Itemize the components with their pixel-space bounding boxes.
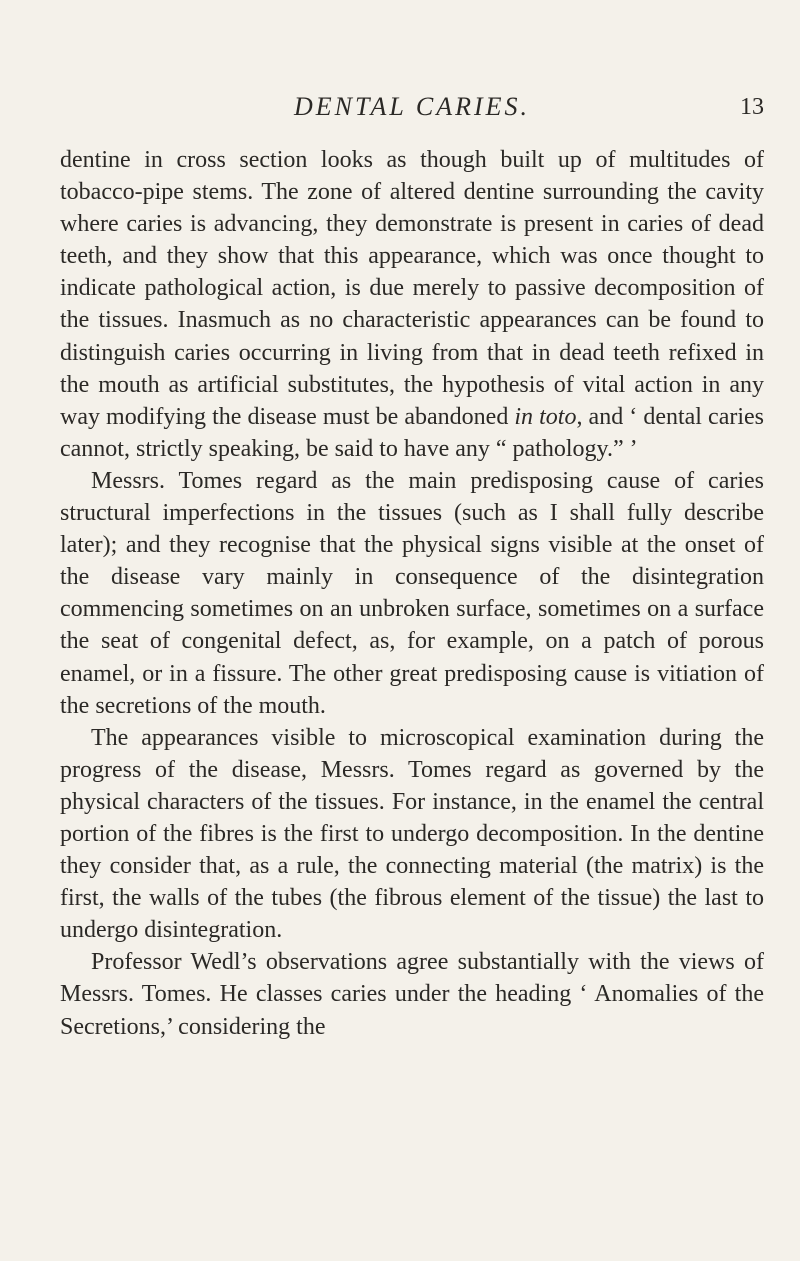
running-title: DENTAL CARIES. [293, 92, 531, 121]
body-text [60, 144, 764, 1043]
paragraph-1 [60, 144, 764, 465]
paragraph-2: Messrs. Tomes regard as the main predisposing cause of caries structural imperfections in the tissues (such as I shall fully describe later); and they recognise that the physical signs visible at the onset of the disease vary mainly in consequence of the disintegration commencing sometimes on an unbroken surface, sometimes on a surface the seat of congenital defect, as, for example, on a patch of porous enamel, or in a fissure. The other great predisposing cause is vitiation of the secretions of the mouth. [60, 467, 764, 719]
book-page [60, 92, 764, 1043]
paragraph-3: The appearances visible to microscopical examination during the progress of the disease, Messrs. Tomes regard as governed by the physical characters of the tissues. For instance, in the enamel the central portion of the fibres is the first to undergo decomposition. In the dentine they consider that, as a rule, the connecting material (the matrix) is the first, the walls of the tubes (the fibrous element of the tissue) the last to undergo disintegration. [60, 724, 764, 944]
paragraph-1-continuation: , and ‘ dental caries cannot, strictly speaking, be said to have any “ pathology.” ’ [60, 403, 764, 462]
page-number: 13 [740, 94, 764, 120]
paragraph-1-italic: in toto [514, 403, 577, 430]
paragraph-4: Professor Wedl’s observations agree substantially with the views of Messrs. Tomes. He classes caries under the heading ‘ Anomalies of the Secretions,’ considering the [60, 949, 764, 1040]
paragraph-1-text: dentine in cross section looks as though built up of multitudes of tobacco-pipe stems. The zone of altered dentine surrounding the cavity where caries is advancing, they demonstrate is present in caries of dead teeth, and they show that this appearance, which was once thought to indicate pathological action, is due merely to passive decomposition of the tissues. Inasmuch as no characteristic appearances can be found to distinguish caries occurring in living from that in dead teeth refixed in the mouth as artificial substitutes, the hypothesis of vital action in any way modifying the disease must be abandoned [60, 147, 764, 430]
running-head [60, 92, 764, 132]
